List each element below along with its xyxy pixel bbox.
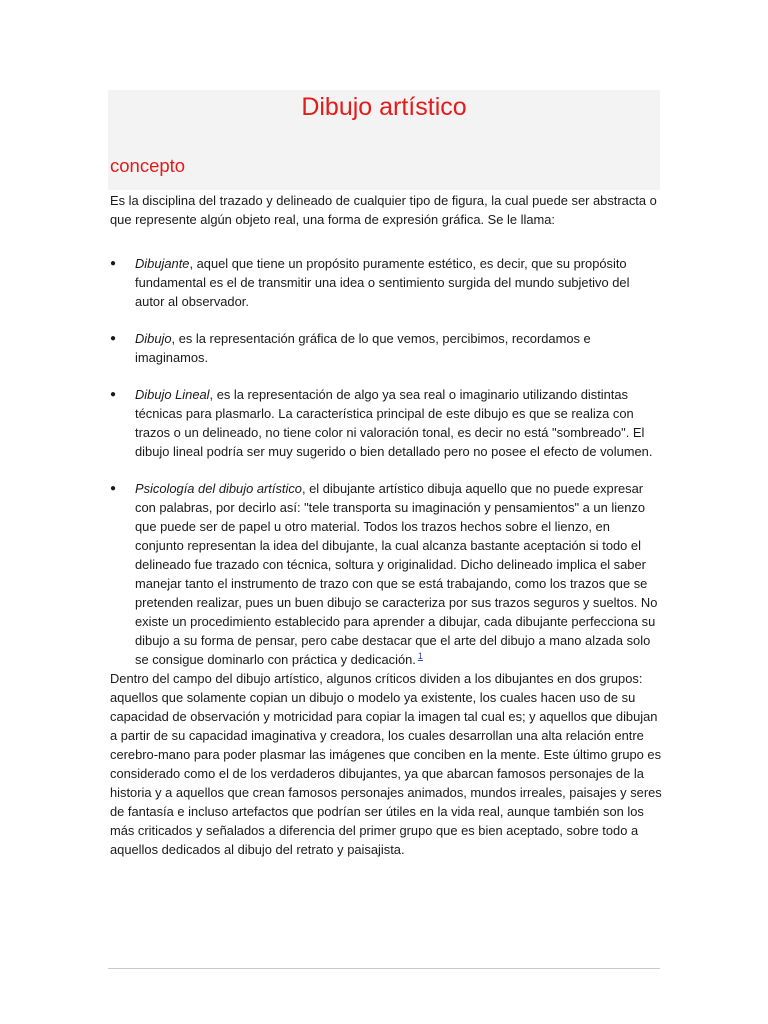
intro-paragraph: Es la disciplina del trazado y delineado de cualquier tipo de figura, la cual puede ser abstracta o que represente algún objeto real, una forma de expresión gráfica. Se le llama: xyxy=(110,193,657,227)
bullet-icon: ● xyxy=(110,483,117,494)
list-item xyxy=(110,479,662,669)
term-definition: , el dibujante artístico dibuja aquello que no puede expresar con palabras, por decirlo así: "tele transporta su imaginación y pensamientos" a un lienzo que puede ser de papel u otro material. Todos los trazos hechos sobre el lienzo, en conjunto representan la idea del dibujante, la cual alcanza bastante aceptación si todo el delineado fue trazado con técnica, soltura y originalidad. Dicho delineado implica el saber manejar tanto el instrumento de trazo con que se está trabajando, como los trazos que se pretenden realizar, pues un buen dibujo se caracteriza por sus trazos seguros y sueltos. No existe un procedimiento establecido para aprender a dibujar, cada dibujante perfecciona su dibujo a su forma de pensar, pero cabe destacar que el arte del dibujo a mano alzada solo se consigue dominarlo con práctica y dedicación. xyxy=(135,481,658,667)
page-divider xyxy=(108,968,660,969)
list-item xyxy=(110,385,662,461)
page-title: Dibujo artístico xyxy=(301,93,467,121)
term-label: Dibujante xyxy=(135,256,190,271)
closing-paragraph: Dentro del campo del dibujo artístico, algunos críticos dividen a los dibujantes en dos grupos: aquellos que solamente copian un dibujo o modelo ya existente, los cuales hacen uso de su capacidad de observación y motricidad para copiar la imagen tal cual es; y aquellos que dibujan a partir de su capacidad imaginativa y creadora, los cuales desarrollan una alta relación entre cerebro-mano para poder plasmar las imágenes que conciben en la mente. Este último grupo es considerado como el de los verdaderos dibujantes, ya que abarcan famosos personajes de la historia y a aquellos que crean famosos personajes animados, mundos irreales, paisajes y seres de fantasía e incluso artefactos que podrían ser útiles en la vida real, aunque también son los más criticados y señalados a diferencia del primer grupo que es bien aceptado, sobre todo a aquellos dedicados al dibujo del retrato y paisajista. xyxy=(110,671,662,857)
bullet-icon: ● xyxy=(110,258,117,269)
term-definition: , aquel que tiene un propósito puramente estético, es decir, que su propósito fundamental es el de transmitir una idea o sentimiento surgida del mundo subjetivo del autor al observador. xyxy=(135,256,630,309)
footnote-link[interactable]: 1 xyxy=(417,650,423,661)
definition-list xyxy=(110,254,662,669)
term-label: Psicología del dibujo artístico xyxy=(135,481,302,496)
bullet-icon: ● xyxy=(110,333,117,344)
list-item xyxy=(110,254,662,311)
term-label: Dibujo Lineal xyxy=(135,387,210,402)
list-item xyxy=(110,329,662,367)
term-definition: , es la representación de algo ya sea real o imaginario utilizando distintas técnicas para plasmarlo. La característica principal de este dibujo es que se realiza con trazos o un delineado, no tiene color ni valoración tonal, es decir no está "sombreado". El dibujo lineal podría ser muy sugerido o bien detallado pero no posee el efecto de volumen. xyxy=(135,387,653,459)
term-label: Dibujo xyxy=(135,331,172,346)
document-body xyxy=(110,191,662,859)
bullet-icon: ● xyxy=(110,389,117,400)
term-definition: , es la representación gráfica de lo que vemos, percibimos, recordamos e imaginamos. xyxy=(135,331,591,365)
section-heading: concepto xyxy=(110,155,186,176)
